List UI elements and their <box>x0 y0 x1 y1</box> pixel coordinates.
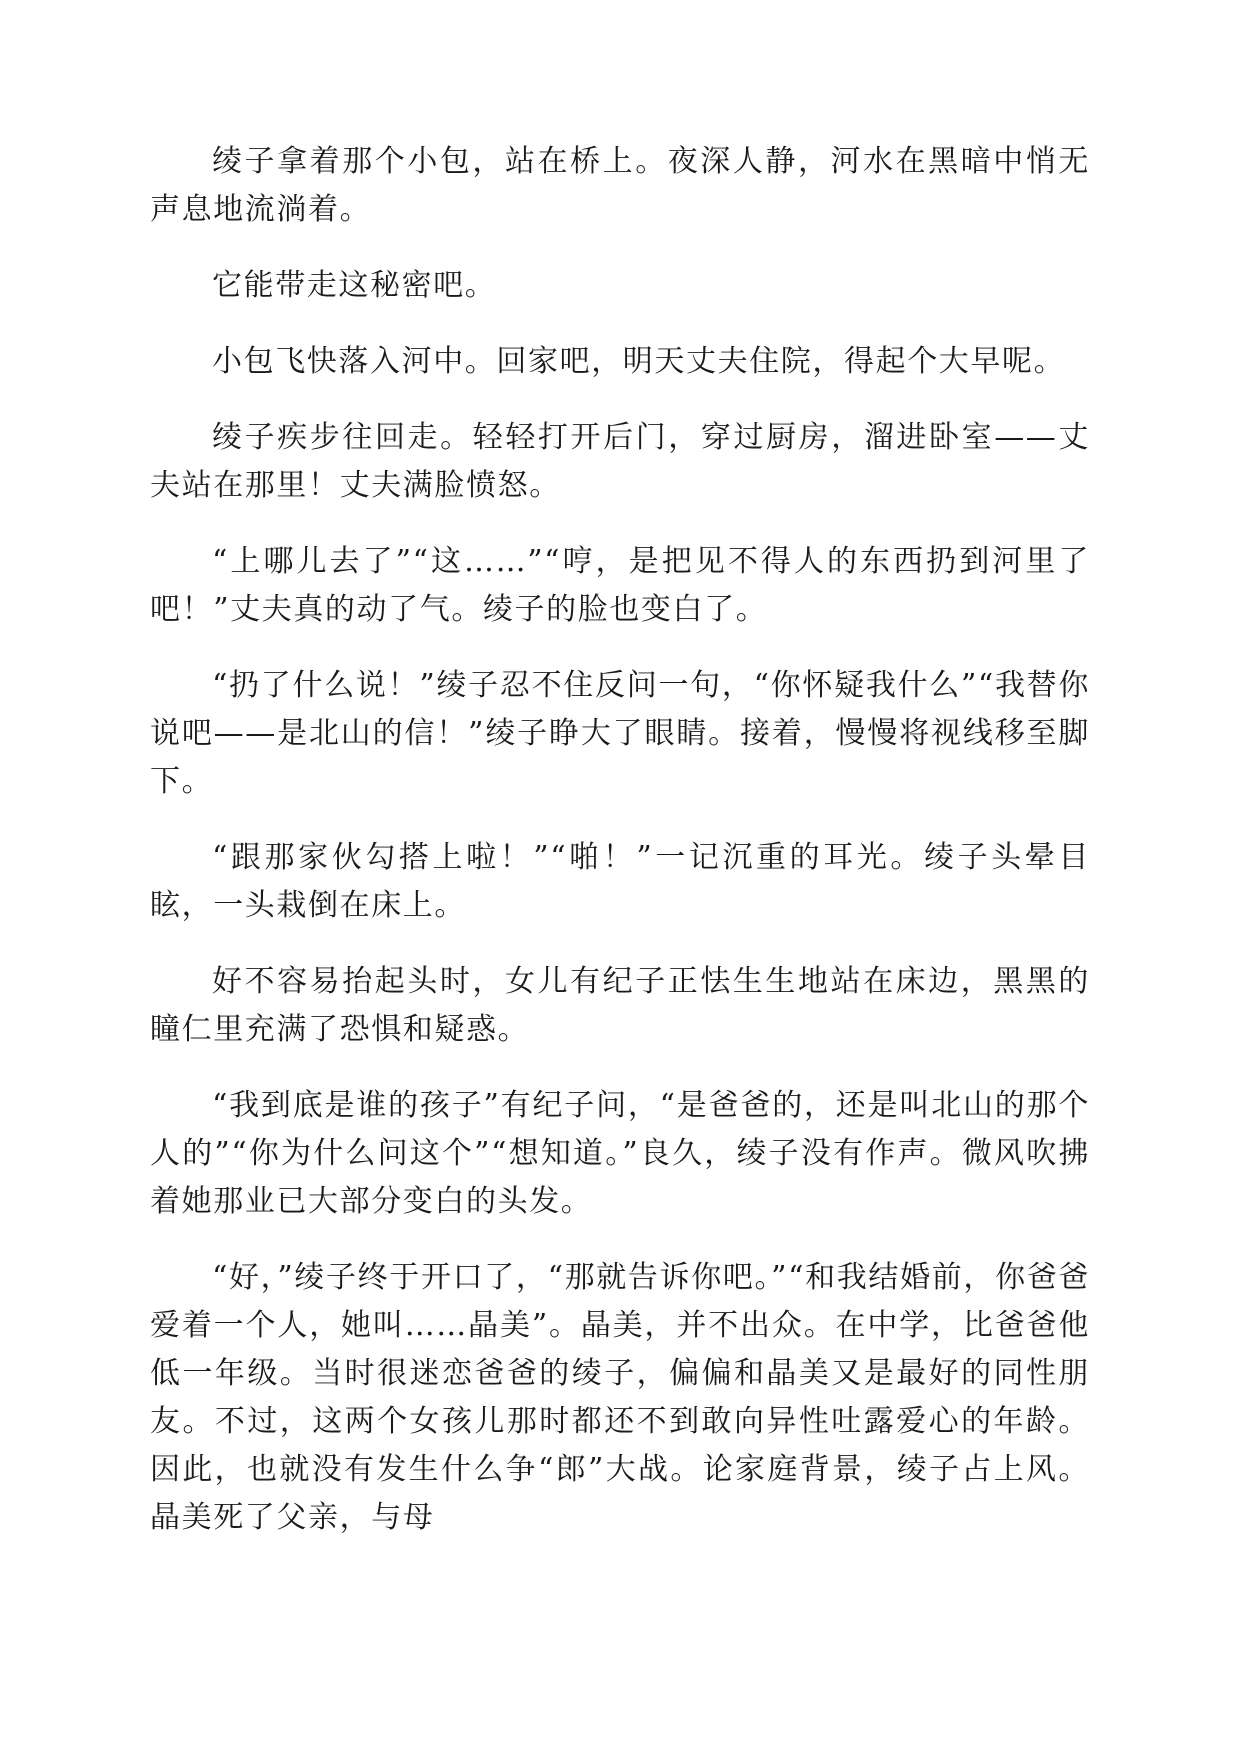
paragraph: 它能带走这秘密吧。 <box>212 268 497 303</box>
paragraph: 绫子拿着那个小包，站在桥上。夜深人静，河水在黑暗中悄无声息地流淌着。 <box>150 144 1090 227</box>
paragraph: 好不容易抬起头时，女儿有纪子正怯生生地站在床边，黑黑的瞳仁里充满了恐惧和疑惑。 <box>150 964 1090 1047</box>
paragraph: “跟那家伙勾搭上啦！”“啪！”一记沉重的耳光。绫子头晕目眩，一头栽倒在床上。 <box>150 840 1090 923</box>
paragraph: “扔了什么说！”绫子忍不住反问一句，“你怀疑我什么”“我替你说吧——是北山的信！”绫子睁大了眼睛。接着，慢慢将视线移至脚下。 <box>150 668 1090 799</box>
document-page <box>150 138 1090 1570</box>
paragraph: “我到底是谁的孩子”有纪子问，“是爸爸的，还是叫北山的那个人的”“你为什么问这个”“想知道。”良久，绫子没有作声。微风吹拂着她那业已大部分变白的头发。 <box>150 1088 1090 1219</box>
paragraph: “上哪儿去了”“这……”“哼，是把见不得人的东西扔到河里了吧！”丈夫真的动了气。绫子的脸也变白了。 <box>150 544 1090 627</box>
paragraph: 绫子疾步往回走。轻轻打开后门，穿过厨房，溜进卧室——丈夫站在那里！丈夫满脸愤怒。 <box>150 420 1090 503</box>
paragraph: 小包飞快落入河中。回家吧，明天丈夫住院，得起个大早呢。 <box>212 344 1066 379</box>
paragraph: “好，”绫子终于开口了，“那就告诉你吧。”“和我结婚前，你爸爸爱着一个人，她叫……晶美”。晶美，并不出众。在中学，比爸爸他低一年级。当时很迷恋爸爸的绫子，偏偏和晶美又是最好的同性朋友。不过，这两个女孩儿那时都还不到敢向异性吐露爱心的年龄。因此，也就没有发生什么争“郎”大战。论家庭背景，绫子占上风。晶美死了父亲，与母 <box>150 1260 1090 1535</box>
